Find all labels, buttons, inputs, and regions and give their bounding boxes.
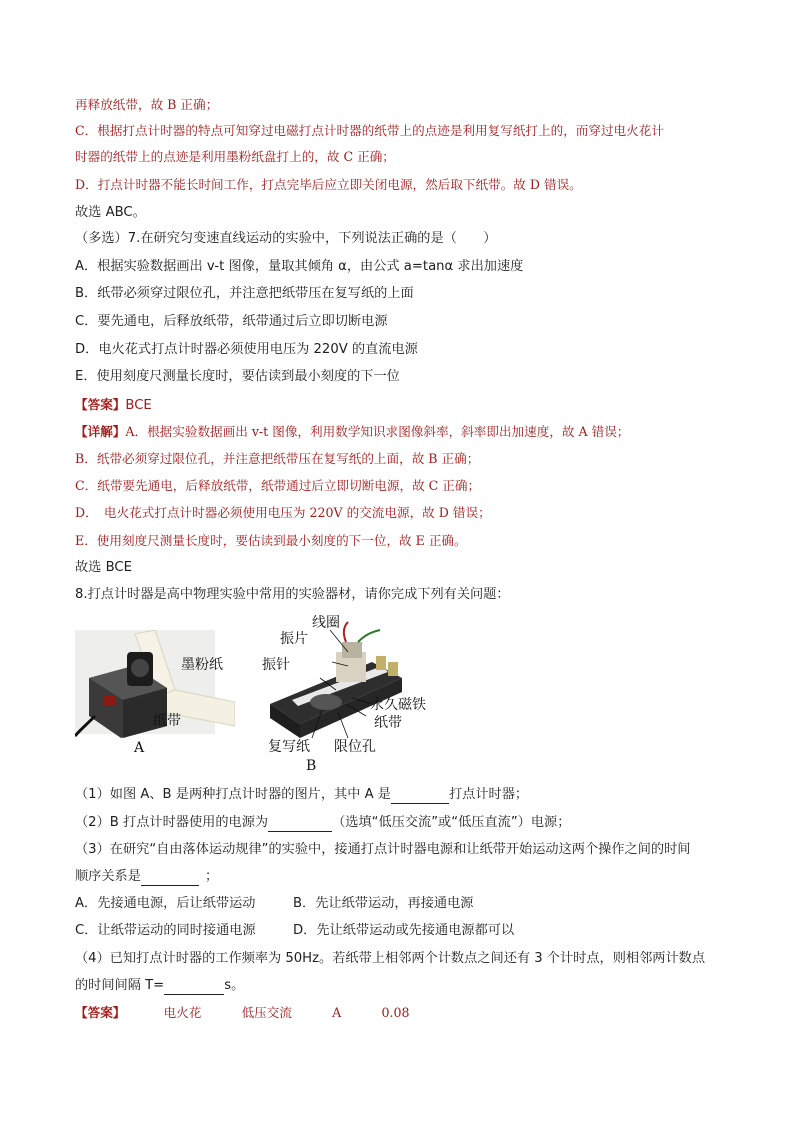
label-limit-hole: 限位孔: [334, 739, 376, 755]
question-8-part-1: （1）如图 A、B 是两种打点计时器的图片，其中 A 是 打点计时器；: [75, 787, 529, 802]
detail-label: 【详解】: [75, 424, 126, 439]
label-magnet: 永久磁铁: [370, 697, 426, 713]
answer-value-3: A: [332, 1005, 342, 1020]
question-8-part-3-cont: 顺序关系是 ；: [75, 869, 219, 884]
question-7-option-d: D．电火花式打点计时器必须使用电压为 220V 的直流电源: [75, 342, 418, 357]
detail-text: A．根据实验数据画出 v-t 图像，利用数学知识求图像斜率，斜率即出加速度，故 A 错误；: [125, 424, 630, 439]
detail-line: D． 电火花式打点计时器必须使用电压为 220V 的交流电源，故 D 错误；: [75, 505, 491, 520]
text-line: 故选 ABC。: [75, 205, 146, 220]
question-8-stem: 8.打点计时器是高中物理实验中常用的实验器材，请你完成下列有关问题：: [75, 587, 510, 602]
answer-value-2: 低压交流: [241, 1005, 292, 1020]
detail-line: [75, 423, 629, 441]
question-8-option-b: B．先让纸带运动，再接通电源: [293, 896, 474, 911]
label-carbon-paper: 复写纸: [268, 739, 310, 755]
detail-line: B．纸带必须穿过限位孔，并注意把纸带压在复写纸的上面，故 B 正确；: [75, 451, 480, 466]
answer-blank[interactable]: [391, 789, 449, 804]
answer-label: 【答案】: [75, 1005, 126, 1020]
question-8-option-d: D．先让纸带运动或先接通电源都可以: [293, 923, 515, 938]
question-7-option-a: A．根据实验数据画出 v-t 图像，量取其倾角 α，由公式 a=tanα 求出加速度: [75, 259, 524, 274]
question-8-part-4-cont: 的时间间隔 T= s。: [75, 978, 245, 993]
answer-value-4: 0.08: [381, 1005, 410, 1020]
question-8-part-2: （2）B 打点计时器使用的电源为 （选填“低压交流”或“低压直流”）电源；: [75, 815, 571, 830]
answer-7: [75, 396, 152, 415]
question-8-part-4: （4）已知打点计时器的工作频率为 50Hz。若纸带上相邻两个计数点之间还有 3 个计时点，则相邻两计数点: [75, 951, 706, 966]
answer-label: 【答案】: [75, 397, 126, 412]
question-8-options-cd: [75, 922, 514, 940]
question-8-option-a: A．先接通电源，后让纸带运动: [75, 896, 256, 911]
question-8-option-c: C．让纸带运动的同时接通电源: [75, 923, 256, 938]
label-coil: 线圈: [312, 615, 340, 631]
text-line: 再释放纸带，故 B 正确；: [75, 97, 219, 112]
question-7-option-e: E．使用刻度尺测量长度时，要估读到最小刻度的下一位: [75, 369, 400, 384]
figure-a: [75, 630, 235, 740]
answer-blank[interactable]: [164, 980, 224, 995]
figure-b: [262, 612, 462, 762]
answer-blank[interactable]: [141, 871, 199, 886]
answer-8: [75, 1004, 410, 1023]
detail-line: C．纸带要先通电，后释放纸带，纸带通过后立即切断电源，故 C 正确；: [75, 478, 481, 493]
label-toner-paper: 墨粉纸: [181, 657, 223, 673]
question-7-option-b: B．纸带必须穿过限位孔，并注意把纸带压在复写纸的上面: [75, 286, 414, 301]
question-7-stem: （多选）7.在研究匀变速直线运动的实验中，下列说法正确的是（ ）: [75, 231, 497, 246]
answer-value-1: 电火花: [163, 1005, 202, 1020]
question-7-option-c: C．要先通电，后释放纸带，纸带通过后立即切断电源: [75, 314, 388, 329]
question-8-part-3: （3）在研究“自由落体运动规律”的实验中，接通打点计时器电源和让纸带开始运动这两个操作之间的时间: [75, 842, 691, 857]
label-paper-tape: 纸带: [153, 713, 181, 729]
label-needle: 振针: [262, 657, 290, 673]
detail-line: E．使用刻度尺测量长度时，要估读到最小刻度的下一位，故 E 正确。: [75, 533, 467, 548]
text-line: C．根据打点计时器的特点可知穿过电磁打点计时器的纸带上的点迹是利用复写纸打上的，而穿过电火花计: [75, 123, 664, 138]
label-reed: 振片: [280, 631, 308, 647]
answer-value: BCE: [125, 398, 152, 413]
conclusion-7: 故选 BCE: [75, 560, 132, 575]
figure-b-caption: B: [306, 758, 317, 774]
text-line: 时器的纸带上的点迹是利用墨粉纸盘打上的，故 C 正确；: [75, 149, 395, 164]
answer-blank[interactable]: [268, 817, 332, 832]
text-line: D．打点计时器不能长时间工作，打点完毕后应立即关闭电源，然后取下纸带。故 D 错误。: [75, 177, 582, 192]
figure-a-caption: A: [134, 740, 145, 756]
label-tape: 纸带: [374, 715, 402, 731]
question-8-options-ab: [75, 895, 473, 913]
